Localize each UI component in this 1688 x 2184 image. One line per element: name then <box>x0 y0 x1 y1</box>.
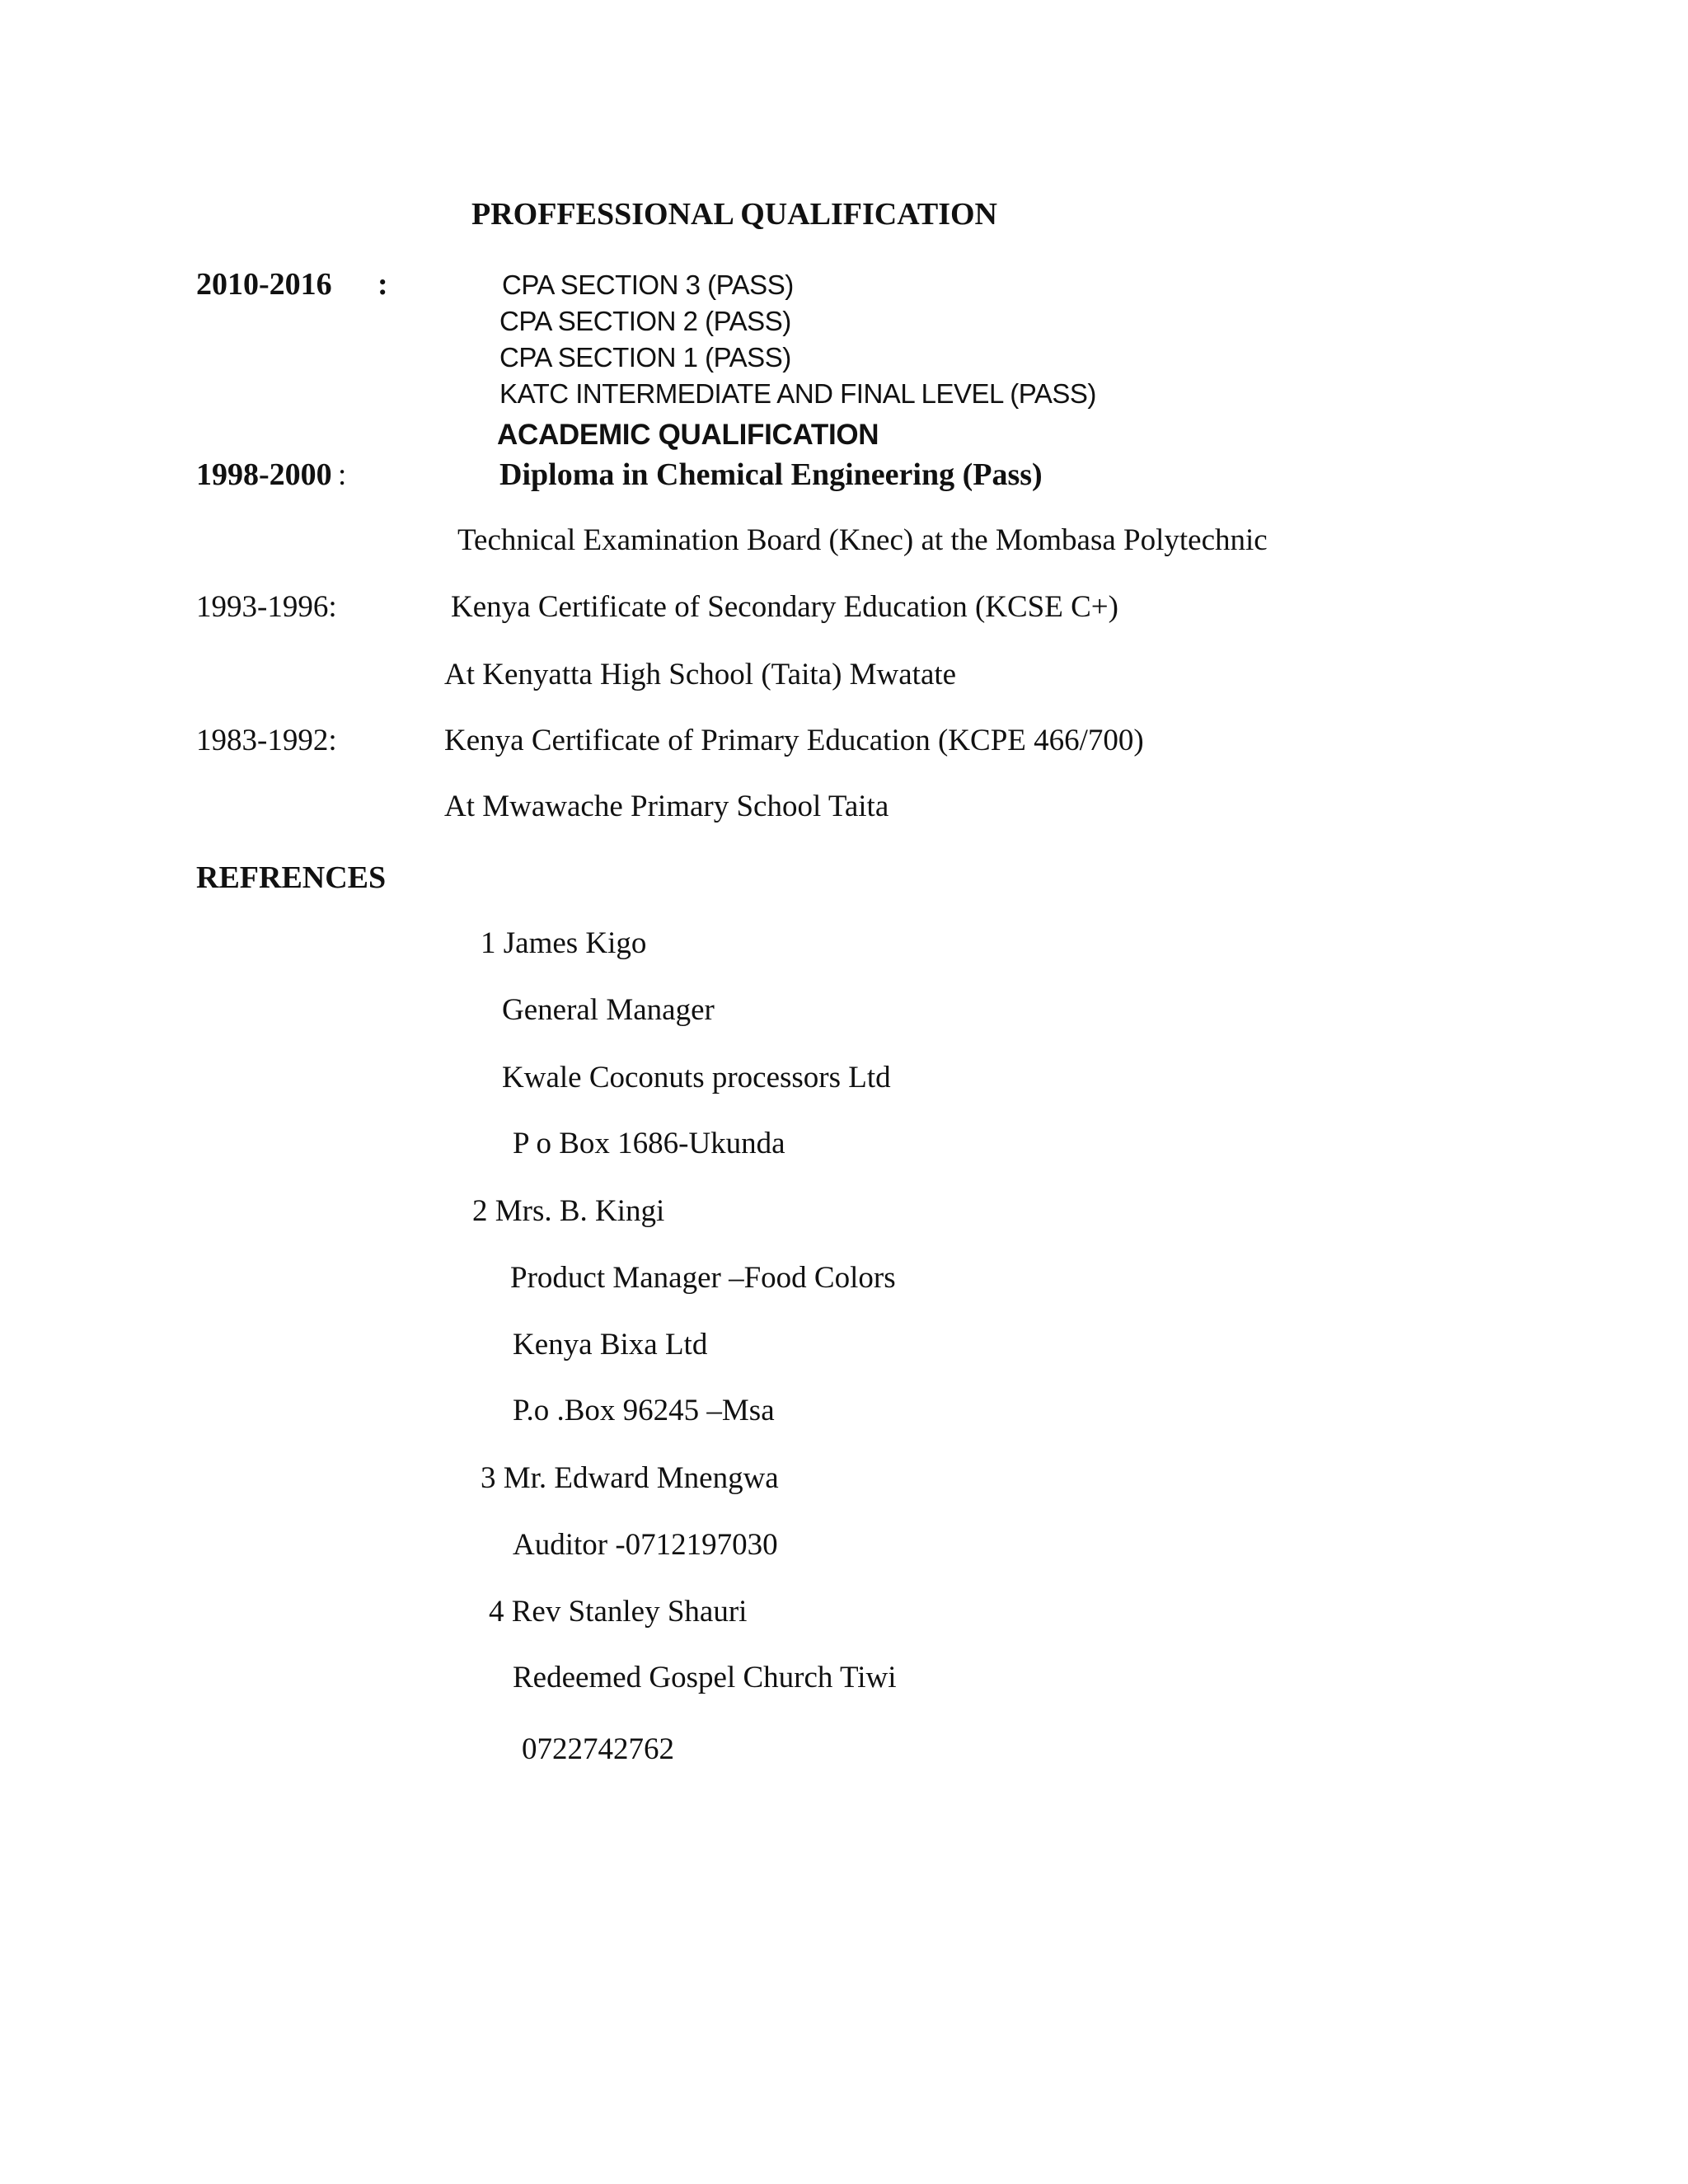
academic-year-colon: : <box>338 458 347 492</box>
reference-line: General Manager <box>502 993 715 1027</box>
reference-line: Auditor -0712197030 <box>513 1528 778 1562</box>
reference-line: Kenya Bixa Ltd <box>513 1328 708 1361</box>
reference-line: P o Box 1686-Ukunda <box>513 1127 785 1160</box>
academic-title: Kenya Certificate of Secondary Education (KCSE C+) <box>451 590 1118 624</box>
reference-name: 2 Mrs. B. Kingi <box>472 1194 665 1228</box>
academic-detail: Technical Examination Board (Knec) at the Mombasa Polytechnic <box>457 523 1268 557</box>
professional-item: CPA SECTION 1 (PASS) <box>499 342 791 373</box>
professional-colon: : <box>377 267 388 302</box>
reference-line: Product Manager –Food Colors <box>510 1261 896 1295</box>
reference-line: Redeemed Gospel Church Tiwi <box>513 1661 897 1694</box>
reference-line: Kwale Coconuts processors Ltd <box>502 1061 891 1094</box>
professional-heading: PROFFESSIONAL QUALIFICATION <box>471 197 998 232</box>
reference-name: 4 Rev Stanley Shauri <box>489 1595 748 1629</box>
academic-year: 1998-2000 <box>196 457 332 492</box>
reference-name: 3 Mr. Edward Mnengwa <box>481 1461 779 1495</box>
academic-detail: At Kenyatta High School (Taita) Mwatate <box>444 658 957 691</box>
academic-title: Diploma in Chemical Engineering (Pass) <box>499 457 1043 492</box>
references-heading: REFRENCES <box>196 860 387 895</box>
academic-title: Kenya Certificate of Primary Education (KCPE 466/700) <box>444 724 1144 757</box>
professional-item: CPA SECTION 3 (PASS) <box>502 269 794 300</box>
reference-name: 1 James Kigo <box>481 926 647 960</box>
reference-phone: 0722742762 <box>522 1732 674 1766</box>
reference-line: P.o .Box 96245 –Msa <box>513 1394 775 1427</box>
academic-detail: At Mwawache Primary School Taita <box>444 790 889 823</box>
professional-item: KATC INTERMEDIATE AND FINAL LEVEL (PASS) <box>499 378 1096 409</box>
academic-year: 1993-1996: <box>196 590 337 624</box>
academic-year: 1983-1992: <box>196 724 337 757</box>
professional-item: CPA SECTION 2 (PASS) <box>499 306 791 336</box>
professional-year: 2010-2016 <box>196 267 332 302</box>
academic-heading: ACADEMIC QUALIFICATION <box>497 419 879 451</box>
